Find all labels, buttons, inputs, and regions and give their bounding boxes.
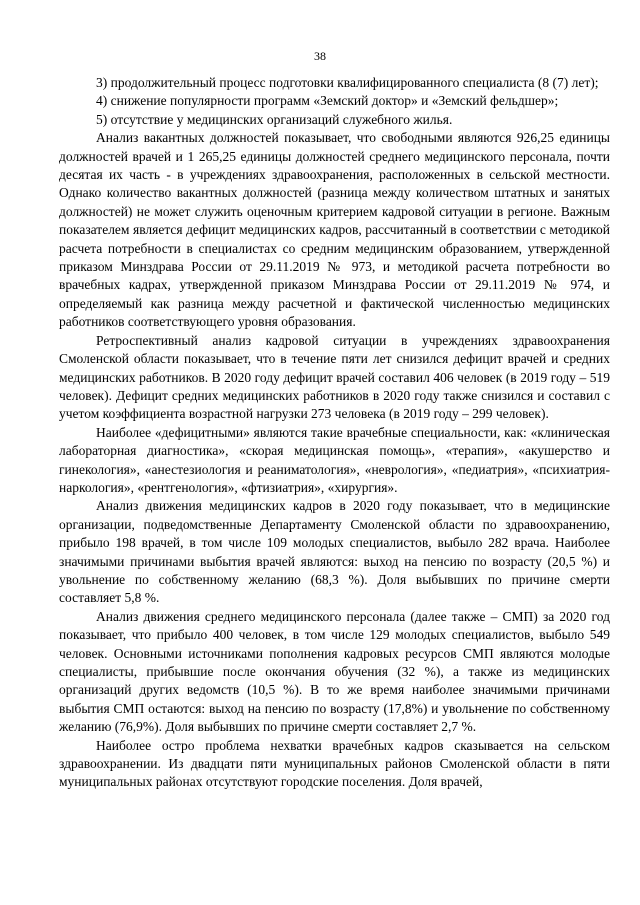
paragraph-vacancies: Анализ вакантных должностей показывает, что свободными являются 926,25 единицы должностей врачей и 1 265,25 единицы должностей среднего медицинского персонала, почти десятая их часть - в учреждениях здравоохранения, расположенных в сельской местности. Однако количество вакантных должностей (разница между количеством штатных и занятых должностей) не может служить оценочным критерием кадровой ситуации в регионе. Важным показателем является дефицит медицинских кадров, рассчитанный в соответствии с методикой расчета потребности в специалистах со средним медицинским образованием, утвержденной приказом Минздрава России от 29.11.2019 № 973, и методикой расчета потребности во врачебных кадрах, утвержденной приказом Минздрава России от 29.11.2019 № 974, и определяемый как разница между расчетной и фактической численностью медицинских работников соответствующего уровня образования.: [59, 130, 610, 330]
paragraph-deficit-specialties: Наиболее «дефицитными» являются такие врачебные специальности, как: «клиническая лабораторная диагностика», «скорая медицинская помощь», «терапия», «акушерство и гинекология», «анестезиология и реаниматология», «неврология», «педиатрия», «психиатрия-наркология», «рентгенология», «фтизиатрия», «хирургия».: [59, 424, 610, 495]
paragraph-doctors-movement: Анализ движения медицинских кадров в 2020 году показывает, что в медицинские организации, подведомственные Департаменту Смоленской области по здравоохранению, прибыло 198 врачей, в том числе 109 молодых специалистов, выбыло 282 врача. Наиболее значимыми причинами выбытия врачей являются: выход на пенсию по возрасту (20,5 %) и увольнение по собственному желанию (68,3 %). Доля выбывших по причине смерти составляет 5,8 %.: [59, 498, 610, 606]
document-body: [59, 74, 610, 792]
list-item-5: 5) отсутствие у медицинских организаций служебного жилья.: [96, 111, 453, 127]
paragraph-rural-healthcare: Наиболее остро проблема нехватки врачебных кадров сказывается на сельском здравоохранении. Из двадцати пяти муниципальных районов Смоленской области в пяти муниципальных районах отсутствуют городские поселения. Доля врачей,: [59, 737, 610, 790]
list-item-4: 4) снижение популярности программ «Земский доктор» и «Земский фельдшер»;: [96, 93, 559, 109]
paragraph-nurses-movement: Анализ движения среднего медицинского персонала (далее также – СМП) за 2020 год показывает, что прибыло 400 человек, в том числе 129 молодых специалистов, выбыло 549 человек. Основными источниками пополнения кадровых ресурсов СМП являются молодые специалисты, прибывшие после окончания обучения (32 %), а также из медицинских организаций других ведомств (10,5 %). В то же время наиболее значимыми причинами выбытия СМП остаются: выход на пенсию по возрасту (17,8%) и увольнение по собственному желанию (76,9%). Доля выбывших по причине смерти составляет 2,7 %.: [59, 608, 610, 735]
list-item-3: 3) продолжительный процесс подготовки квалифицированного специалиста (8 (7) лет);: [96, 75, 599, 90]
paragraph-retrospective: Ретроспективный анализ кадровой ситуации в учреждениях здравоохранения Смоленской области показывает, что в течение пяти лет снизился дефицит врачей и средних медицинских работников. В 2020 году дефицит врачей составил 406 человек (в 2019 году – 519 человек). Дефицит средних медицинских работников в 2020 году также снизился и составил с учетом коэффициента возрастной нагрузки 273 человека (в 2019 году – 299 человек).: [59, 332, 610, 422]
page-number: 38: [314, 49, 326, 63]
